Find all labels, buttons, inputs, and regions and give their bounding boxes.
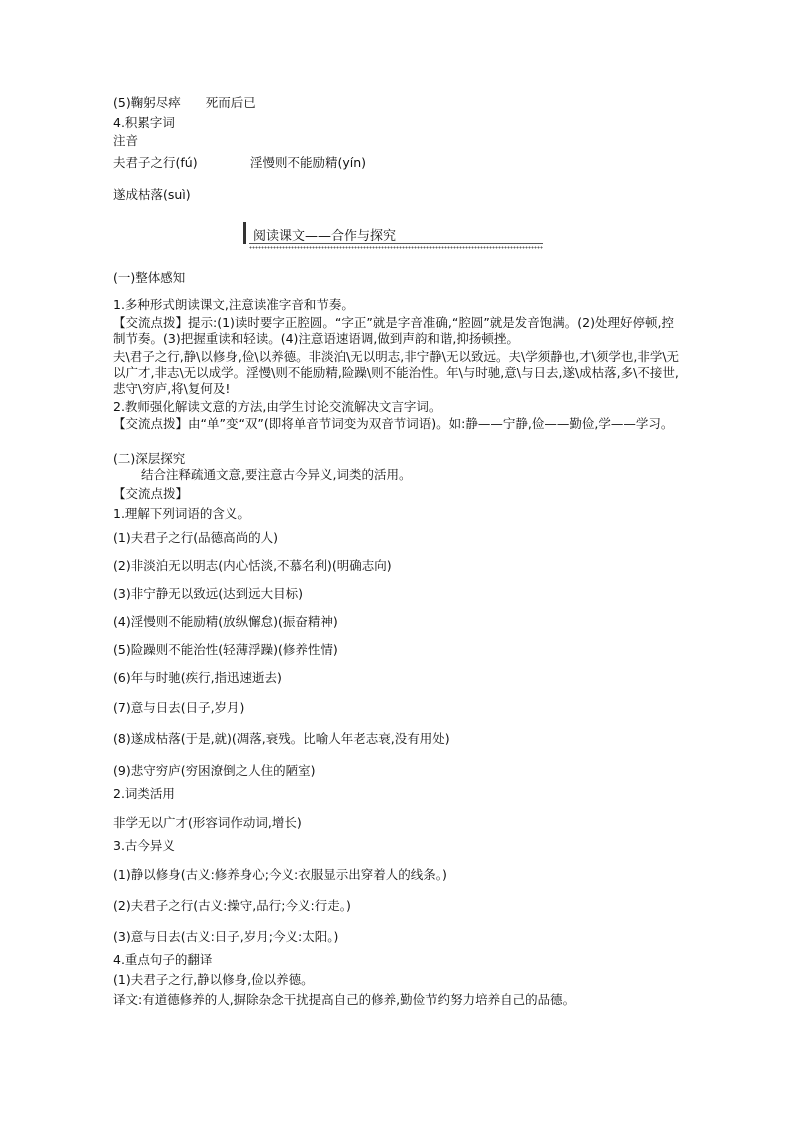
subheading-zhuyin: 注音 (113, 133, 139, 148)
para-teacher-method: 2.教师强化解读文意的方法,由学生讨论交流解决文言字词。 (113, 399, 442, 414)
term-2: (2)非淡泊无以明志(内心恬淡,不慕名利)(明确志向) (113, 558, 392, 573)
overall-heading: (一)整体感知 (113, 270, 186, 285)
term-7: (7)意与日去(日子,岁月) (113, 700, 245, 715)
para-pause-marks: 夫\君子之行,静\以修身,俭\以养德。非淡泊\无以明志,非宁静\无以致远。夫\学须静也,才\须学也,非学\无以广才,非志\无以成学。淫慢\则不能励精,险躁\则不能治性。年\与时驰,意\与日去,遂\成枯落,多\不接世,悲守\穷庐,将\复何及! (113, 349, 680, 396)
question-understand-words: 1.理解下列词语的含义。 (113, 506, 250, 521)
para-reading-tips: 【交流点拨】提示:(1)读时要字正腔圆。“字正”就是字音准确,“腔圆”就是发音饱满。(2)处理好停顿,控制节奏。(3)把握重读和轻读。(4)注意语速语调,做到声韵和谐,抑扬顿挫。 (113, 315, 674, 346)
term-3: (3)非宁静无以致远(达到远大目标) (113, 586, 303, 601)
gujin-item-3: (3)意与日去(古义:日子,岁月;今义:太阳。) (113, 929, 339, 944)
para-single-to-double: 【交流点拨】由“单”变“双”(即将单音节词变为双音节词语)。如:静——宁静,俭——勤俭,学——学习。 (113, 416, 674, 431)
question-ancient-modern: 3.古今异义 (113, 838, 175, 853)
key-sentence-1: (1)夫君子之行,静以修身,俭以养德。 (113, 972, 314, 987)
pronunciation-1: 夫君子之行(fú) (113, 155, 198, 170)
question-translation: 4.重点句子的翻译 (113, 952, 213, 967)
term-6: (6)年与时驰(疾行,指迅速逝去) (113, 670, 282, 685)
deep-explore-heading: (二)深层探究 (113, 451, 186, 466)
term-9: (9)悲守穷庐(穷困潦倒之人住的陋室) (113, 763, 316, 778)
term-4: (4)淫慢则不能励精(放纵懈怠)(振奋精神) (113, 614, 338, 629)
term-1: (1)夫君子之行(品德高尚的人) (113, 530, 278, 545)
section-banner (243, 222, 543, 246)
section-heading-accumulate: 4.积累字词 (113, 115, 175, 130)
term-5: (5)险躁则不能治性(轻薄浮躁)(修养性情) (113, 642, 338, 657)
gujin-item-1: (1)静以修身(古义:修养身心;今义:衣服显示出穿着人的线条。) (113, 867, 447, 882)
question-word-class: 2.词类活用 (113, 786, 175, 801)
para-read-aloud: 1.多种形式朗读课文,注意读准字音和节奏。 (113, 297, 354, 312)
exchange-tip-label: 【交流点拨】 (113, 486, 189, 501)
translation-1: 译文:有道德修养的人,摒除杂念干扰提高自己的修养,勤俭节约努力培养自己的品德。 (113, 992, 576, 1007)
item-5-line: (5)鞠躬尽瘁 死而后已 (113, 95, 256, 110)
word-class-example: 非学无以广才(形容词作动词,增长) (113, 815, 302, 830)
banner-dotted-rule (249, 246, 543, 249)
gujin-item-2: (2)夫君子之行(古义:操守,品行;今义:行走。) (113, 898, 351, 913)
banner-rule (249, 243, 543, 244)
pronunciation-3: 遂成枯落(suì) (113, 187, 191, 202)
banner-title: 阅读课文——合作与探究 (253, 229, 397, 244)
pronunciation-2: 淫慢则不能励精(yín) (250, 155, 367, 170)
term-8: (8)遂成枯落(于是,就)(凋落,衰残。比喻人年老志衰,没有用处) (113, 731, 450, 746)
banner-bar (243, 222, 246, 244)
deep-explore-intro: 结合注释疏通文意,要注意古今异义,词类的活用。 (141, 467, 412, 482)
